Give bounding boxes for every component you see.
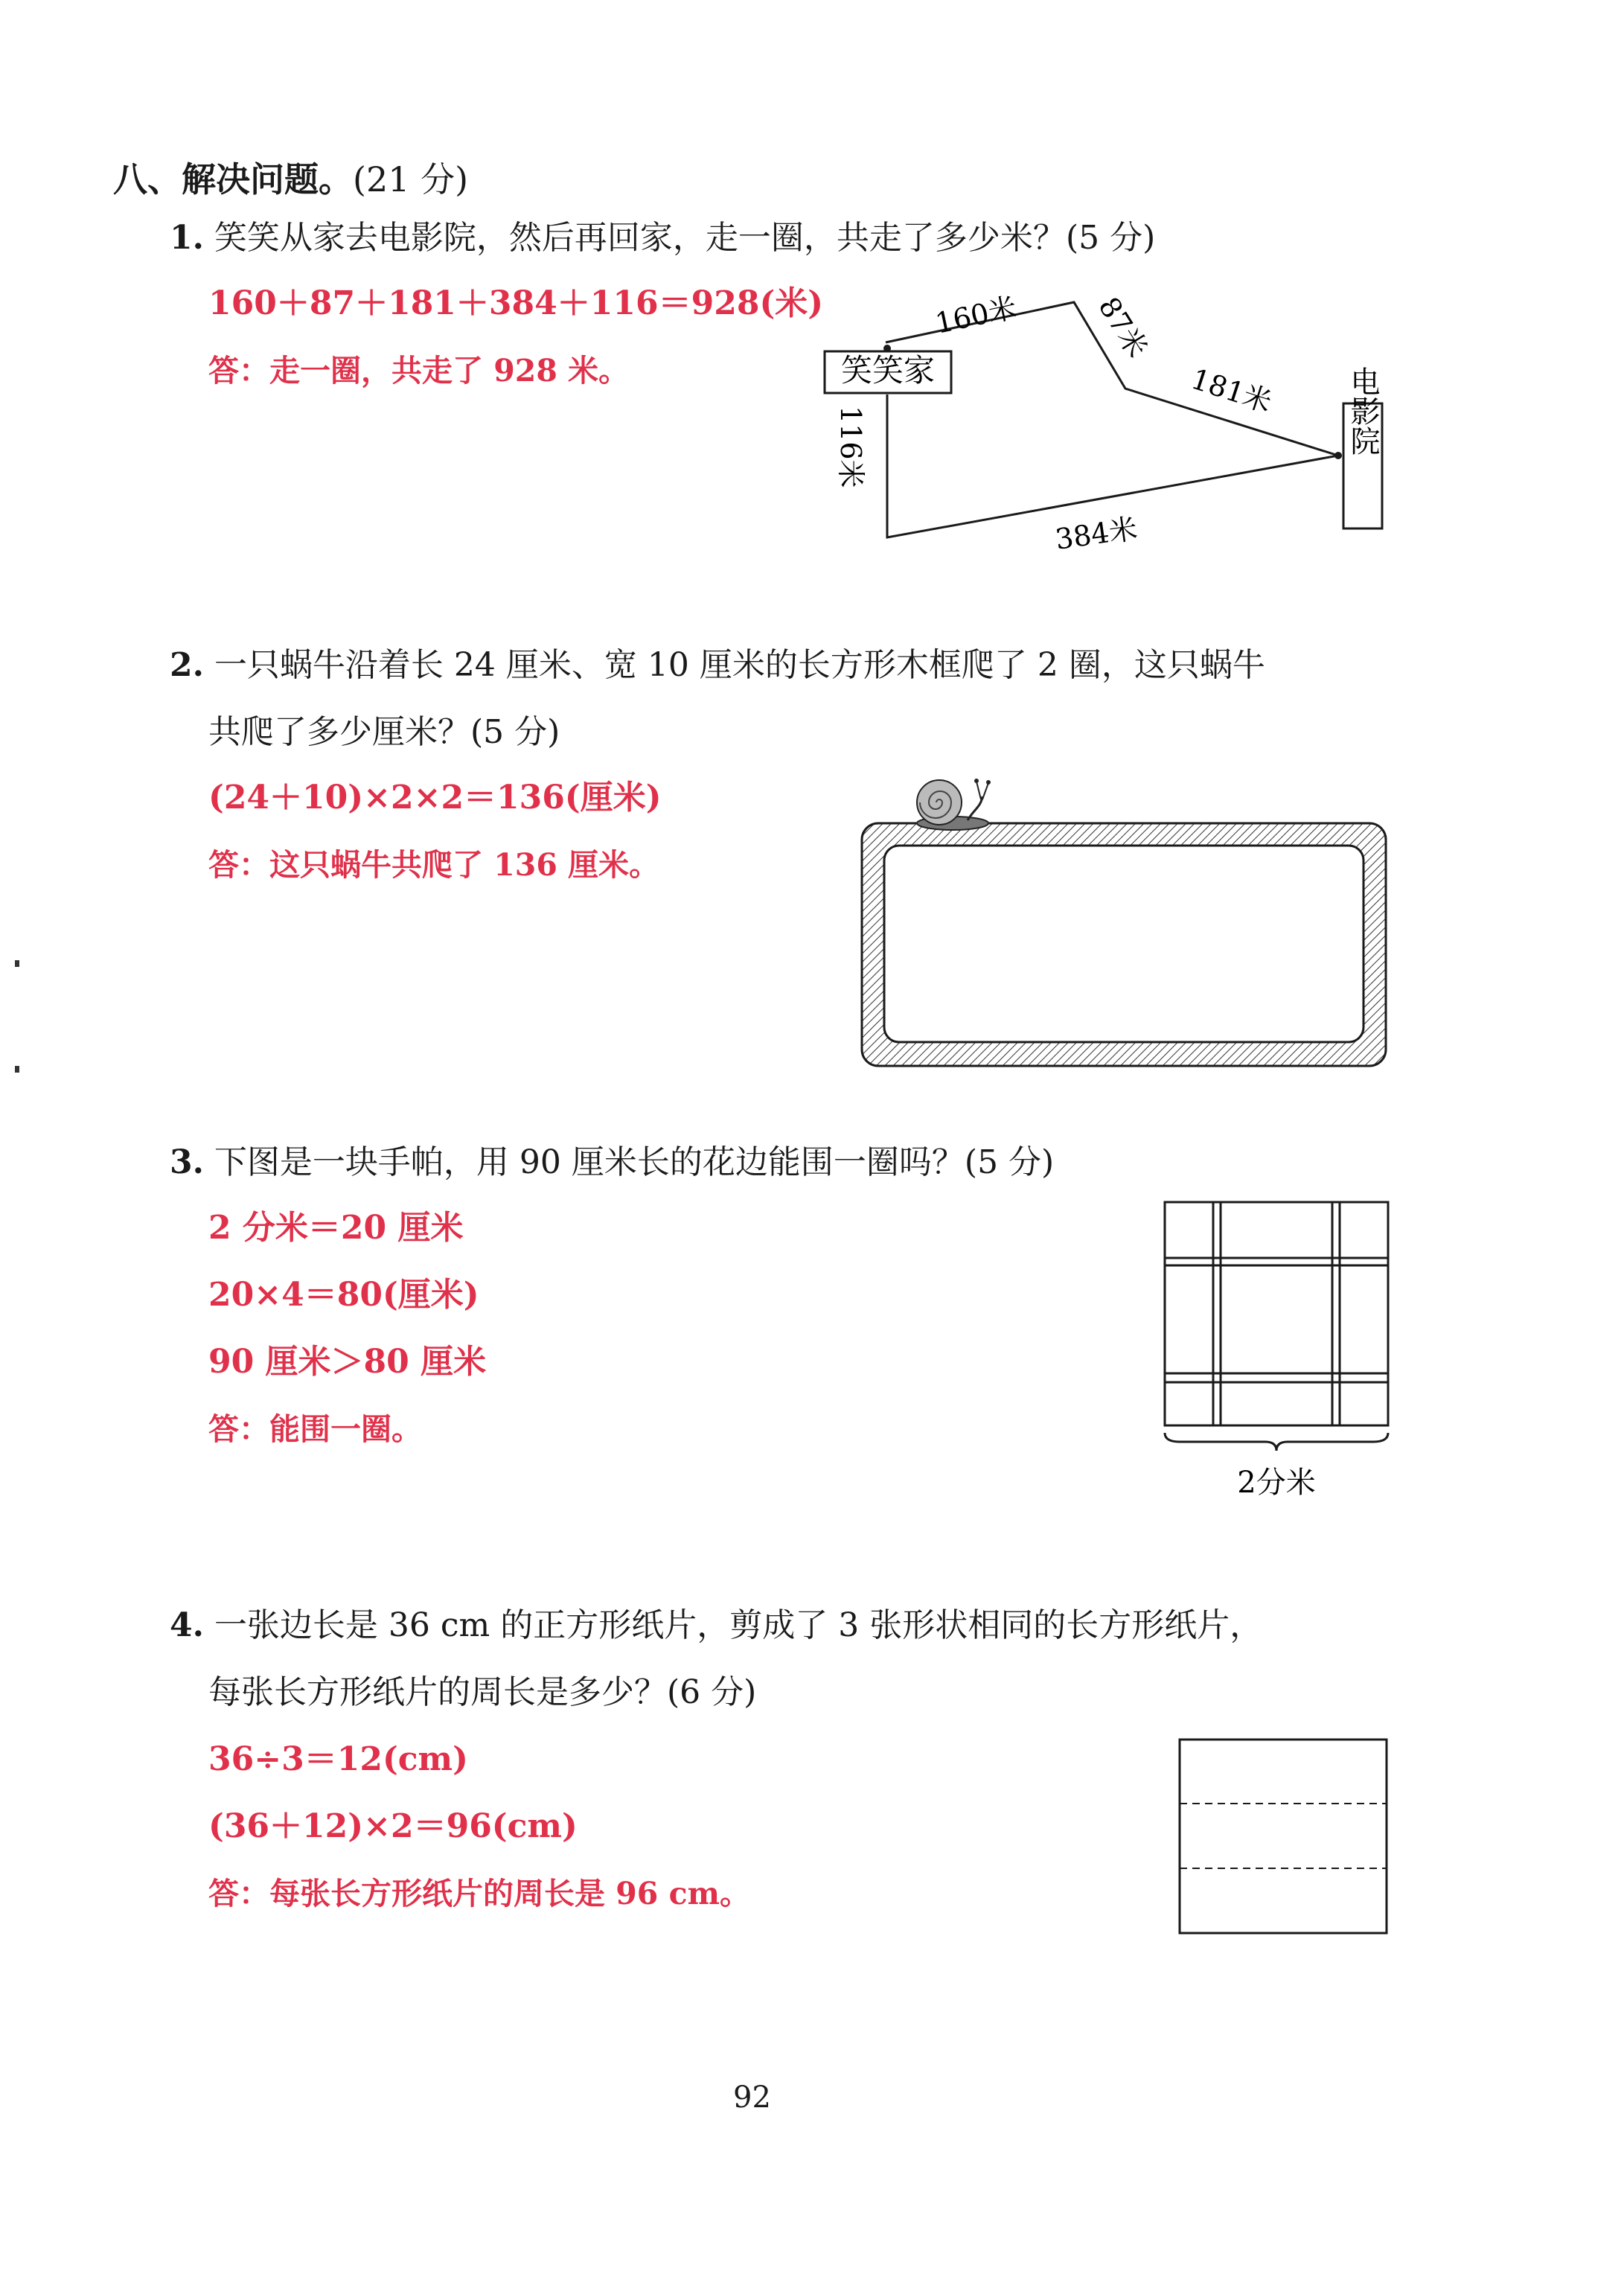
q3-answer-line1: 2 分米＝20 厘米 [208, 1209, 464, 1247]
margin-mark [15, 960, 19, 967]
q3-answer-line3: 90 厘米＞80 厘米 [208, 1343, 487, 1381]
cinema-label: 电影院 [1346, 366, 1380, 456]
segment-181: 181米 [1187, 362, 1276, 419]
q2-answer-final: 答：这只蜗牛共爬了 136 厘米。 [208, 847, 660, 883]
q3-answer-final: 答：能围一圈。 [208, 1411, 422, 1447]
home-label: 笑笑家 [840, 352, 936, 389]
q2-wood-frame-figure [856, 774, 1392, 1072]
segment-87: 87米 [1092, 291, 1154, 364]
q3-handkerchief-figure [1157, 1195, 1403, 1507]
question-2-line2: 共爬了多少厘米？(5 分) [208, 713, 560, 751]
snail-icon [917, 779, 991, 830]
q1-route-figure [804, 275, 1414, 573]
frame-inner [884, 846, 1364, 1042]
side-length-label: 2分米 [1237, 1466, 1316, 1500]
q4-answer-line1: 36÷3＝12(cm) [208, 1740, 468, 1778]
page-number: 92 [733, 2080, 771, 2115]
square-paper [1180, 1740, 1387, 1933]
question-4-line1: 4. 一张边长是 36 cm 的正方形纸片，剪成了 3 张形状相同的长方形纸片， [170, 1606, 1263, 1644]
q4-answer-final: 答：每张长方形纸片的周长是 96 cm。 [208, 1876, 750, 1911]
handkerchief-outline [1165, 1202, 1388, 1425]
q1-answer-final: 答：走一圈，共走了 928 米。 [208, 353, 630, 389]
q4-answer-line2: (36＋12)×2＝96(cm) [208, 1807, 578, 1845]
segment-384: 384米 [1053, 511, 1139, 556]
side-brace [1165, 1433, 1388, 1451]
q4-paper-figure [1176, 1736, 1392, 1937]
question-3: 3. 下图是一块手帕，用 90 厘米长的花边能围一圈吗？(5 分) [170, 1143, 1055, 1181]
section-title: 八、解决问题。(21 分) [113, 159, 469, 199]
q1-answer-equation: 160＋87＋181＋384＋116＝928(米) [208, 284, 824, 322]
cinema-point [1334, 452, 1342, 459]
segment-160: 160米 [932, 290, 1020, 340]
question-4-line2: 每张长方形纸片的周长是多少？(6 分) [208, 1673, 757, 1711]
margin-mark [15, 1066, 19, 1073]
q2-answer-equation: (24＋10)×2×2＝136(厘米) [208, 779, 662, 817]
question-1: 1. 笑笑从家去电影院，然后再回家，走一圈，共走了多少米？(5 分) [170, 219, 1156, 257]
q3-answer-line2: 20×4＝80(厘米) [208, 1276, 479, 1314]
question-2-line1: 2. 一只蜗牛沿着长 24 厘米、宽 10 厘米的长方形木框爬了 2 圈，这只蜗牛 [170, 646, 1265, 684]
segment-116: 116米 [834, 406, 867, 488]
